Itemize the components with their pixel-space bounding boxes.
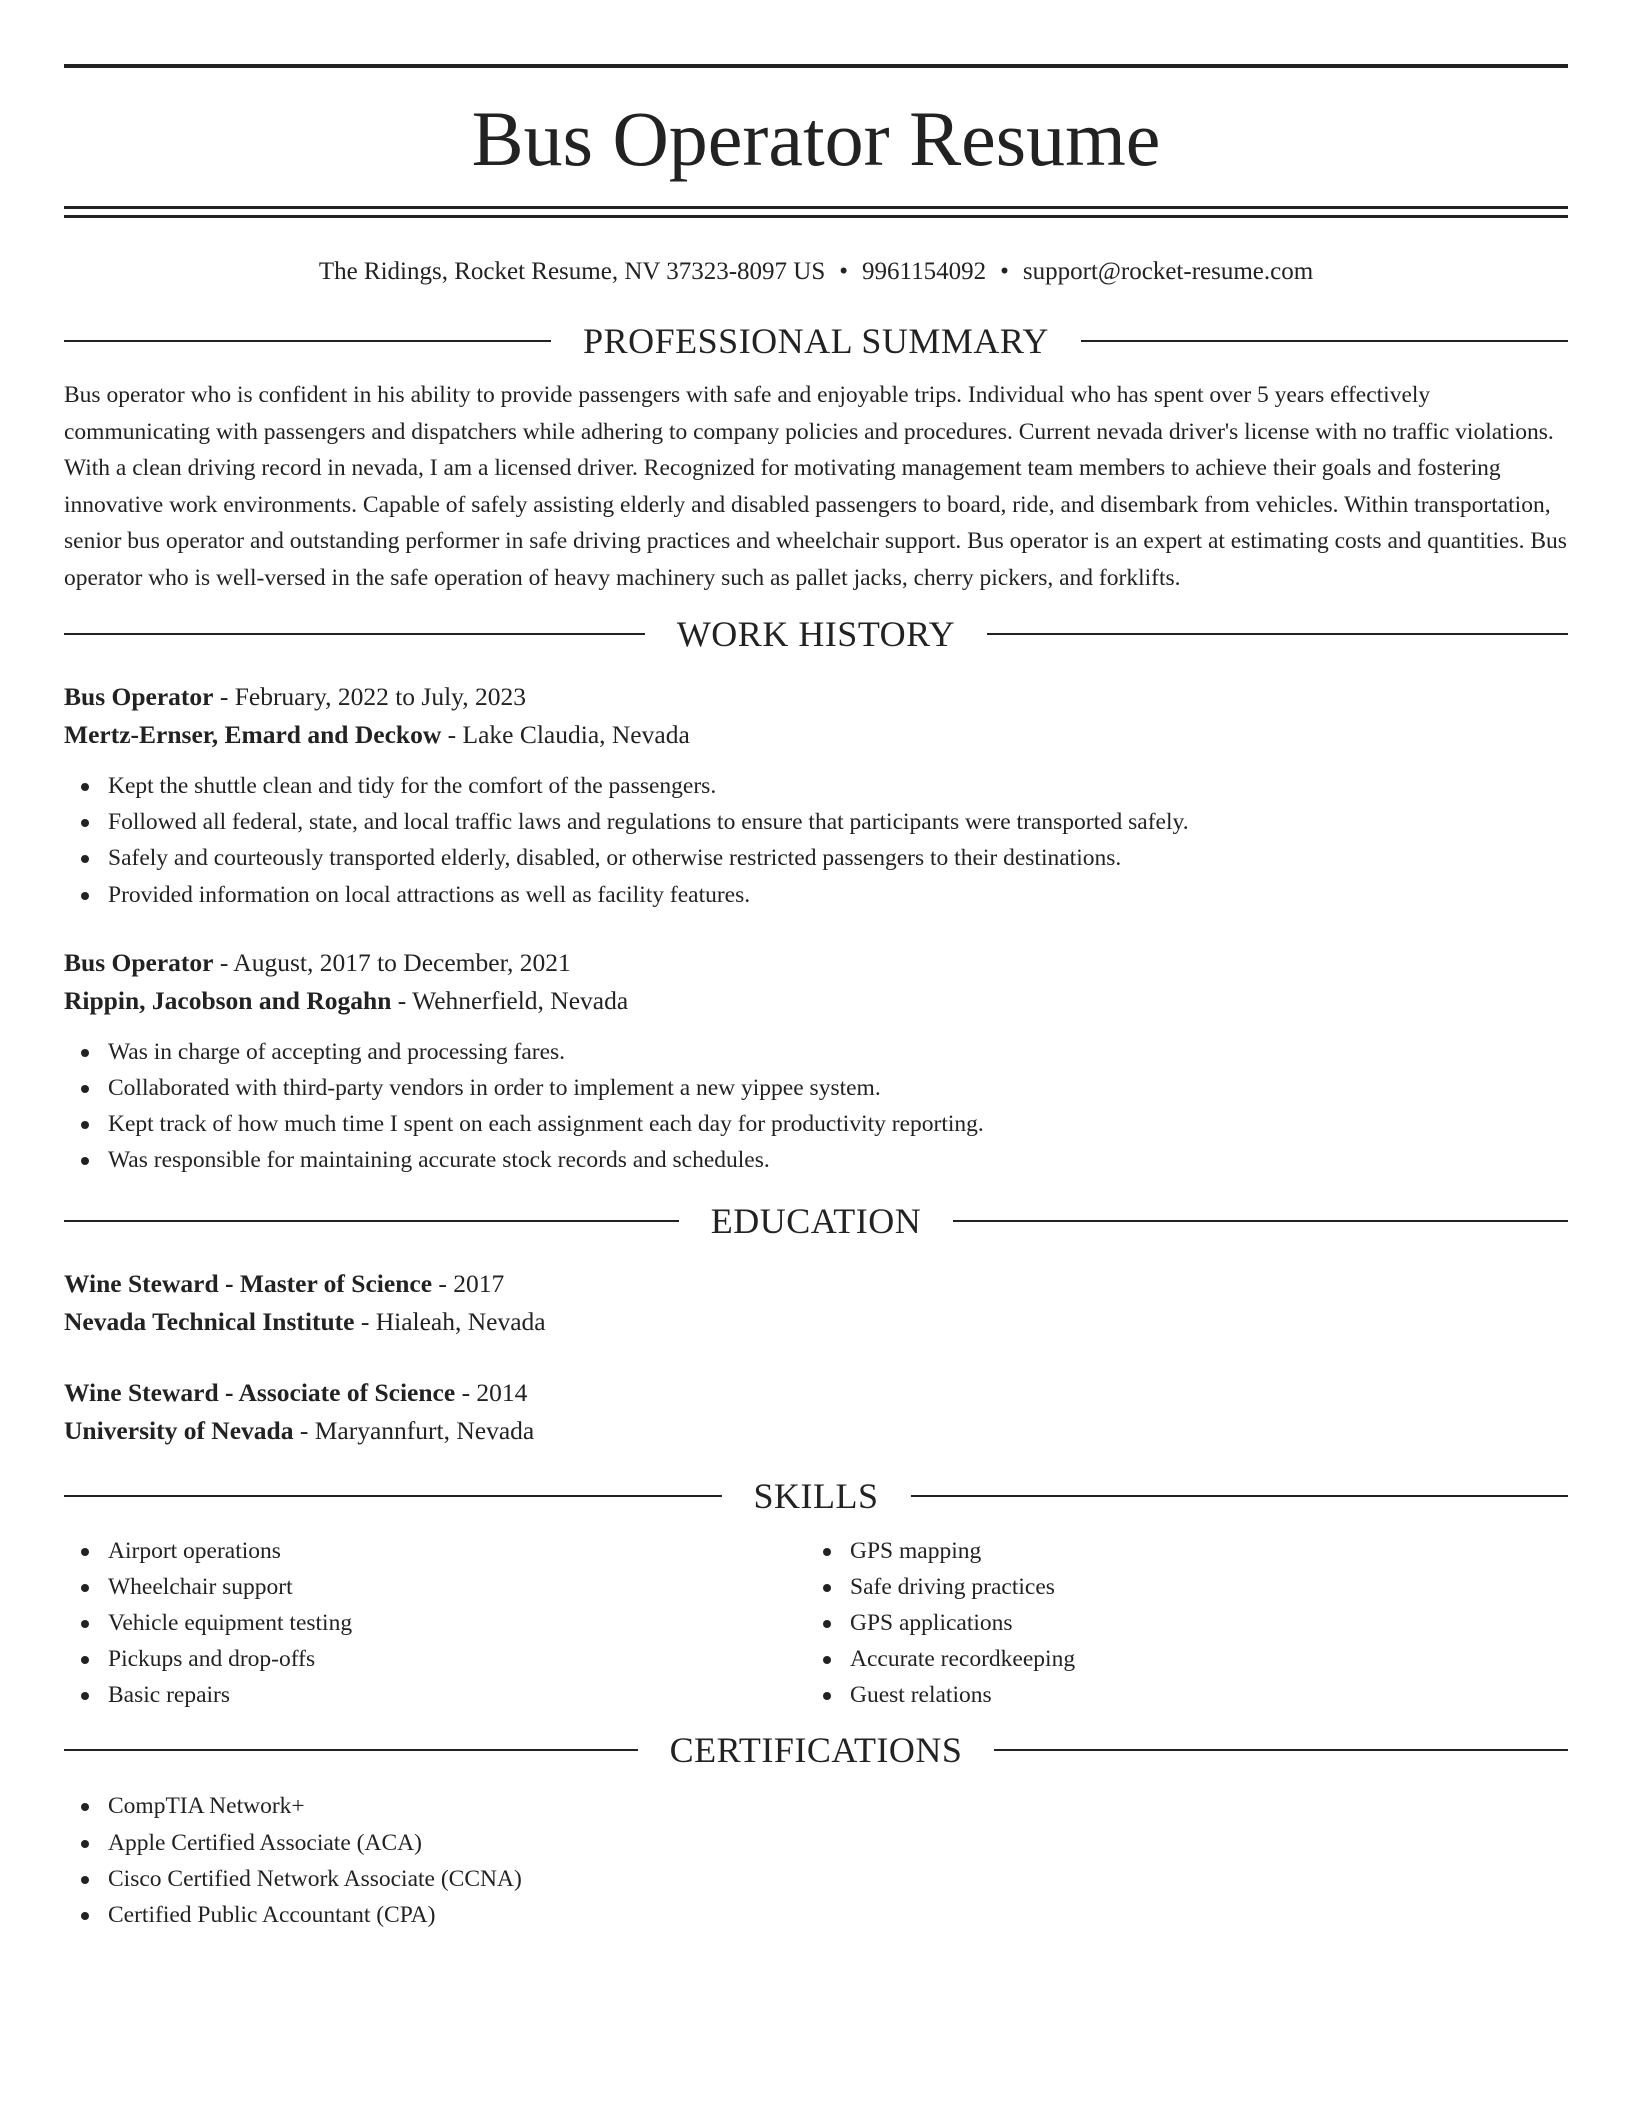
education-location: - Maryannfurt, Nevada xyxy=(293,1415,535,1445)
job-company: Mertz-Ernser, Emard and Deckow xyxy=(64,720,442,749)
section-divider xyxy=(994,1749,1568,1751)
skill-item: GPS applications xyxy=(806,1605,1548,1641)
title-double-rule xyxy=(64,206,1568,218)
skills-list-right xyxy=(806,1533,1548,1714)
job-title-line xyxy=(64,678,1568,716)
section-divider xyxy=(64,633,645,635)
education-school-line xyxy=(64,1412,1568,1450)
education-year: - 2017 xyxy=(432,1268,505,1298)
skill-item: Wheelchair support xyxy=(64,1569,806,1605)
section-divider xyxy=(64,1749,638,1751)
skill-item: Airport operations xyxy=(64,1533,806,1569)
education-school: Nevada Technical Institute xyxy=(64,1306,355,1336)
section-title-certifications: CERTIFICATIONS xyxy=(669,1730,963,1771)
contact-phone: 9961154092 xyxy=(862,258,987,285)
education-degree: Wine Steward - Associate of Science xyxy=(64,1377,456,1407)
skill-item: Basic repairs xyxy=(64,1677,806,1713)
job-entry xyxy=(64,944,1568,1179)
list-item: Provided information on local attractions as well as facility features. xyxy=(64,877,1568,913)
contact-address: The Ridings, Rocket Resume, NV 37323-8097 US xyxy=(318,258,826,285)
certification-item: Certified Public Accountant (CPA) xyxy=(64,1897,1568,1933)
section-header-work xyxy=(64,609,1568,659)
contact-separator: • xyxy=(1000,258,1009,285)
section-header-skills xyxy=(64,1471,1568,1521)
list-item: Collaborated with third-party vendors in order to implement a new yippee system. xyxy=(64,1070,1568,1106)
resume-page xyxy=(64,64,1568,1933)
contact-email: support@rocket-resume.com xyxy=(1022,258,1314,285)
job-company: Rippin, Jacobson and Rogahn xyxy=(64,985,392,1015)
job-title: Bus Operator xyxy=(64,682,214,711)
list-item: Followed all federal, state, and local traffic laws and regulations to ensure that participants were transported safely. xyxy=(64,804,1568,840)
job-location: - Wehnerfield, Nevada xyxy=(391,985,629,1015)
skill-item: Pickups and drop-offs xyxy=(64,1641,806,1677)
skill-item: Vehicle equipment testing xyxy=(64,1605,806,1641)
job-location: - Lake Claudia, Nevada xyxy=(441,720,690,749)
section-divider xyxy=(64,1495,722,1497)
skill-item: Safe driving practices xyxy=(806,1569,1548,1605)
job-entry xyxy=(64,678,1568,913)
section-title-education: EDUCATION xyxy=(710,1200,922,1241)
section-divider xyxy=(953,1220,1568,1222)
skill-item: Guest relations xyxy=(806,1677,1548,1713)
job-company-line xyxy=(64,982,1568,1020)
education-school: University of Nevada xyxy=(64,1415,294,1445)
job-dates: - February, 2022 to July, 2023 xyxy=(213,682,527,711)
section-divider xyxy=(911,1495,1569,1497)
education-entry xyxy=(64,1374,1568,1450)
certification-item: Cisco Certified Network Associate (CCNA) xyxy=(64,1861,1568,1897)
section-title-work: WORK HISTORY xyxy=(676,614,956,654)
education-degree-line xyxy=(64,1265,1568,1303)
job-title: Bus Operator xyxy=(64,947,214,977)
section-divider xyxy=(1081,340,1568,342)
list-item: Kept the shuttle clean and tidy for the comfort of the passengers. xyxy=(64,768,1568,804)
education-year: - 2014 xyxy=(455,1377,528,1407)
contact-separator: • xyxy=(839,258,849,285)
section-header-education xyxy=(64,1196,1568,1246)
certification-item: CompTIA Network+ xyxy=(64,1788,1568,1824)
job-duties-list xyxy=(64,768,1568,913)
summary-text: Bus operator who is confident in his ability to provide passengers with safe and enjoyable trips. Individual who has spent over 5 years effectively communicating with passengers and dispatchers while adhering to company policies and procedures. Current nevada driver's license with no traffic violations. With a clean driving record in nevada, I am a licensed driver. Recognized for motivating management team members to achieve their goals and fostering innovative work environments. Capable of safely assisting elderly and disabled passengers to board, ride, and disembark from vehicles. Within transportation, senior bus operator and outstanding performer in safe driving practices and wheelchair support. Bus operator is an expert at estimating costs and quantities. Bus operator who is well-versed in the safe operation of heavy machinery such as pallet jacks, cherry pickers, and forklifts. xyxy=(64,382,1567,591)
education-entry xyxy=(64,1265,1568,1341)
section-header-certifications xyxy=(64,1725,1568,1775)
section-divider xyxy=(64,340,551,342)
education-degree-line xyxy=(64,1374,1568,1412)
skills-grid xyxy=(64,1533,1568,1714)
job-company-line xyxy=(64,716,1568,754)
job-duties-list xyxy=(64,1034,1568,1179)
list-item: Kept track of how much time I spent on each assignment each day for productivity reporting. xyxy=(64,1106,1568,1142)
certifications-list xyxy=(64,1788,1568,1933)
section-divider xyxy=(64,1220,679,1222)
list-item: Was responsible for maintaining accurate stock records and schedules. xyxy=(64,1142,1568,1178)
education-location: - Hialeah, Nevada xyxy=(354,1306,546,1336)
list-item: Was in charge of accepting and processing fares. xyxy=(64,1034,1568,1070)
education-school-line xyxy=(64,1303,1568,1341)
skills-list-left xyxy=(64,1533,806,1714)
skill-item: Accurate recordkeeping xyxy=(806,1641,1548,1677)
section-header-summary xyxy=(64,316,1568,366)
education-degree: Wine Steward - Master of Science xyxy=(64,1268,433,1298)
list-item: Safely and courteously transported elderly, disabled, or otherwise restricted passengers to their destinations. xyxy=(64,840,1568,876)
job-title-line xyxy=(64,944,1568,982)
job-dates: - August, 2017 to December, 2021 xyxy=(213,947,571,977)
resume-title: Bus Operator Resume xyxy=(471,95,1161,182)
section-title-summary: PROFESSIONAL SUMMARY xyxy=(583,321,1049,361)
section-divider xyxy=(987,633,1568,635)
section-title-skills: SKILLS xyxy=(753,1475,879,1516)
contact-line xyxy=(64,252,1568,292)
skill-item: GPS mapping xyxy=(806,1533,1548,1569)
certification-item: Apple Certified Associate (ACA) xyxy=(64,1825,1568,1861)
